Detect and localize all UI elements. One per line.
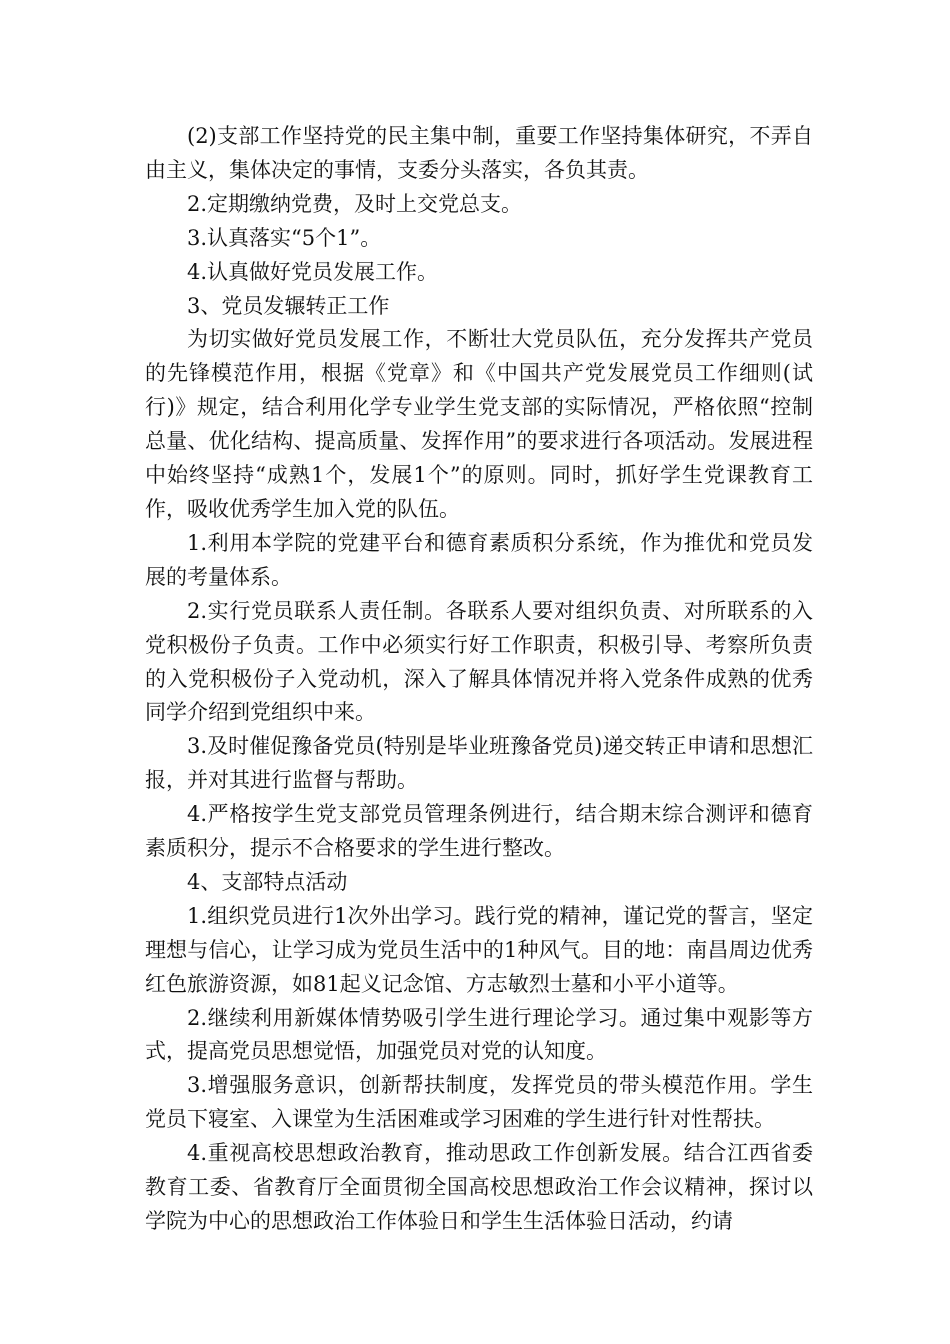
paragraph-2: 2.定期缴纳党费，及时上交党总支。	[187, 191, 523, 216]
paragraph-13: 2.继续利用新媒体情势吸引学生进行理论学习。通过集中观影等方式，提高党员思想觉悟，加强党员对党的认知度。	[145, 1005, 813, 1064]
document-body	[145, 120, 813, 1239]
paragraph-6: 为切实做好党员发展工作，不断壮大党员队伍，充分发挥共产党员的先锋模范作用，根据《党章》和《中国共产党发展党员工作细则(试行)》规定，结合利用化学专业学生党支部的实际情况，严格依照“控制总量、优化结构、提高质量、发挥作用”的要求进行各项活动。发展进程中始终坚持“成熟1个，发展1个”的原则。同时，抓好学生党课教育工作，吸收优秀学生加入党的队伍。	[145, 327, 813, 521]
section-heading-4: 4、支部特点活动	[187, 869, 348, 894]
paragraph-9: 3.及时催促豫备党员(特别是毕业班豫备党员)递交转正申请和思想汇报，并对其进行监督与帮助。	[145, 734, 813, 793]
paragraph-8: 2.实行党员联系人责任制。各联系人要对组织负责、对所联系的入党积极份子负责。工作中必须实行好工作职责，积极引导、考察所负责的入党积极份子入党动机，深入了解具体情况并将入党条件成熟的优秀同学介绍到党组织中来。	[145, 598, 813, 725]
paragraph-14: 3.增强服务意识，创新帮扶制度，发挥党员的带头模范作用。学生党员下寝室、入课堂为生活困难或学习困难的学生进行针对性帮扶。	[145, 1073, 813, 1132]
paragraph-4: 4.认真做好党员发展工作。	[187, 259, 439, 284]
paragraph-10: 4.严格按学生党支部党员管理条例进行，结合期末综合测评和德育素质积分，提示不合格要求的学生进行整改。	[145, 802, 813, 861]
paragraph-1: (2)支部工作坚持党的民主集中制，重要工作坚持集体研究，不弄自由主义，集体决定的事情，支委分头落实，各负其责。	[145, 124, 813, 182]
paragraph-12: 1.组织党员进行1次外出学习。践行党的精神，谨记党的誓言，坚定理想与信心，让学习成为党员生活中的1种风气。目的地：南昌周边优秀红色旅游资源，如81起义记念馆、方志敏烈士墓和小平小道等。	[145, 903, 813, 996]
paragraph-7: 1.利用本学院的党建平台和德育素质积分系统，作为推优和党员发展的考量体系。	[145, 530, 813, 589]
paragraph-3: 3.认真落实“5个1”。	[187, 225, 382, 250]
paragraph-15: 4.重视高校思想政治教育，推动思政工作创新发展。结合江西省委教育工委、省教育厅全面贯彻全国高校思想政治工作会议精神，探讨以学院为中心的思想政治工作体验日和学生生活体验日活动，约请	[145, 1141, 813, 1233]
section-heading-3: 3、党员发辗转正工作	[187, 293, 390, 318]
